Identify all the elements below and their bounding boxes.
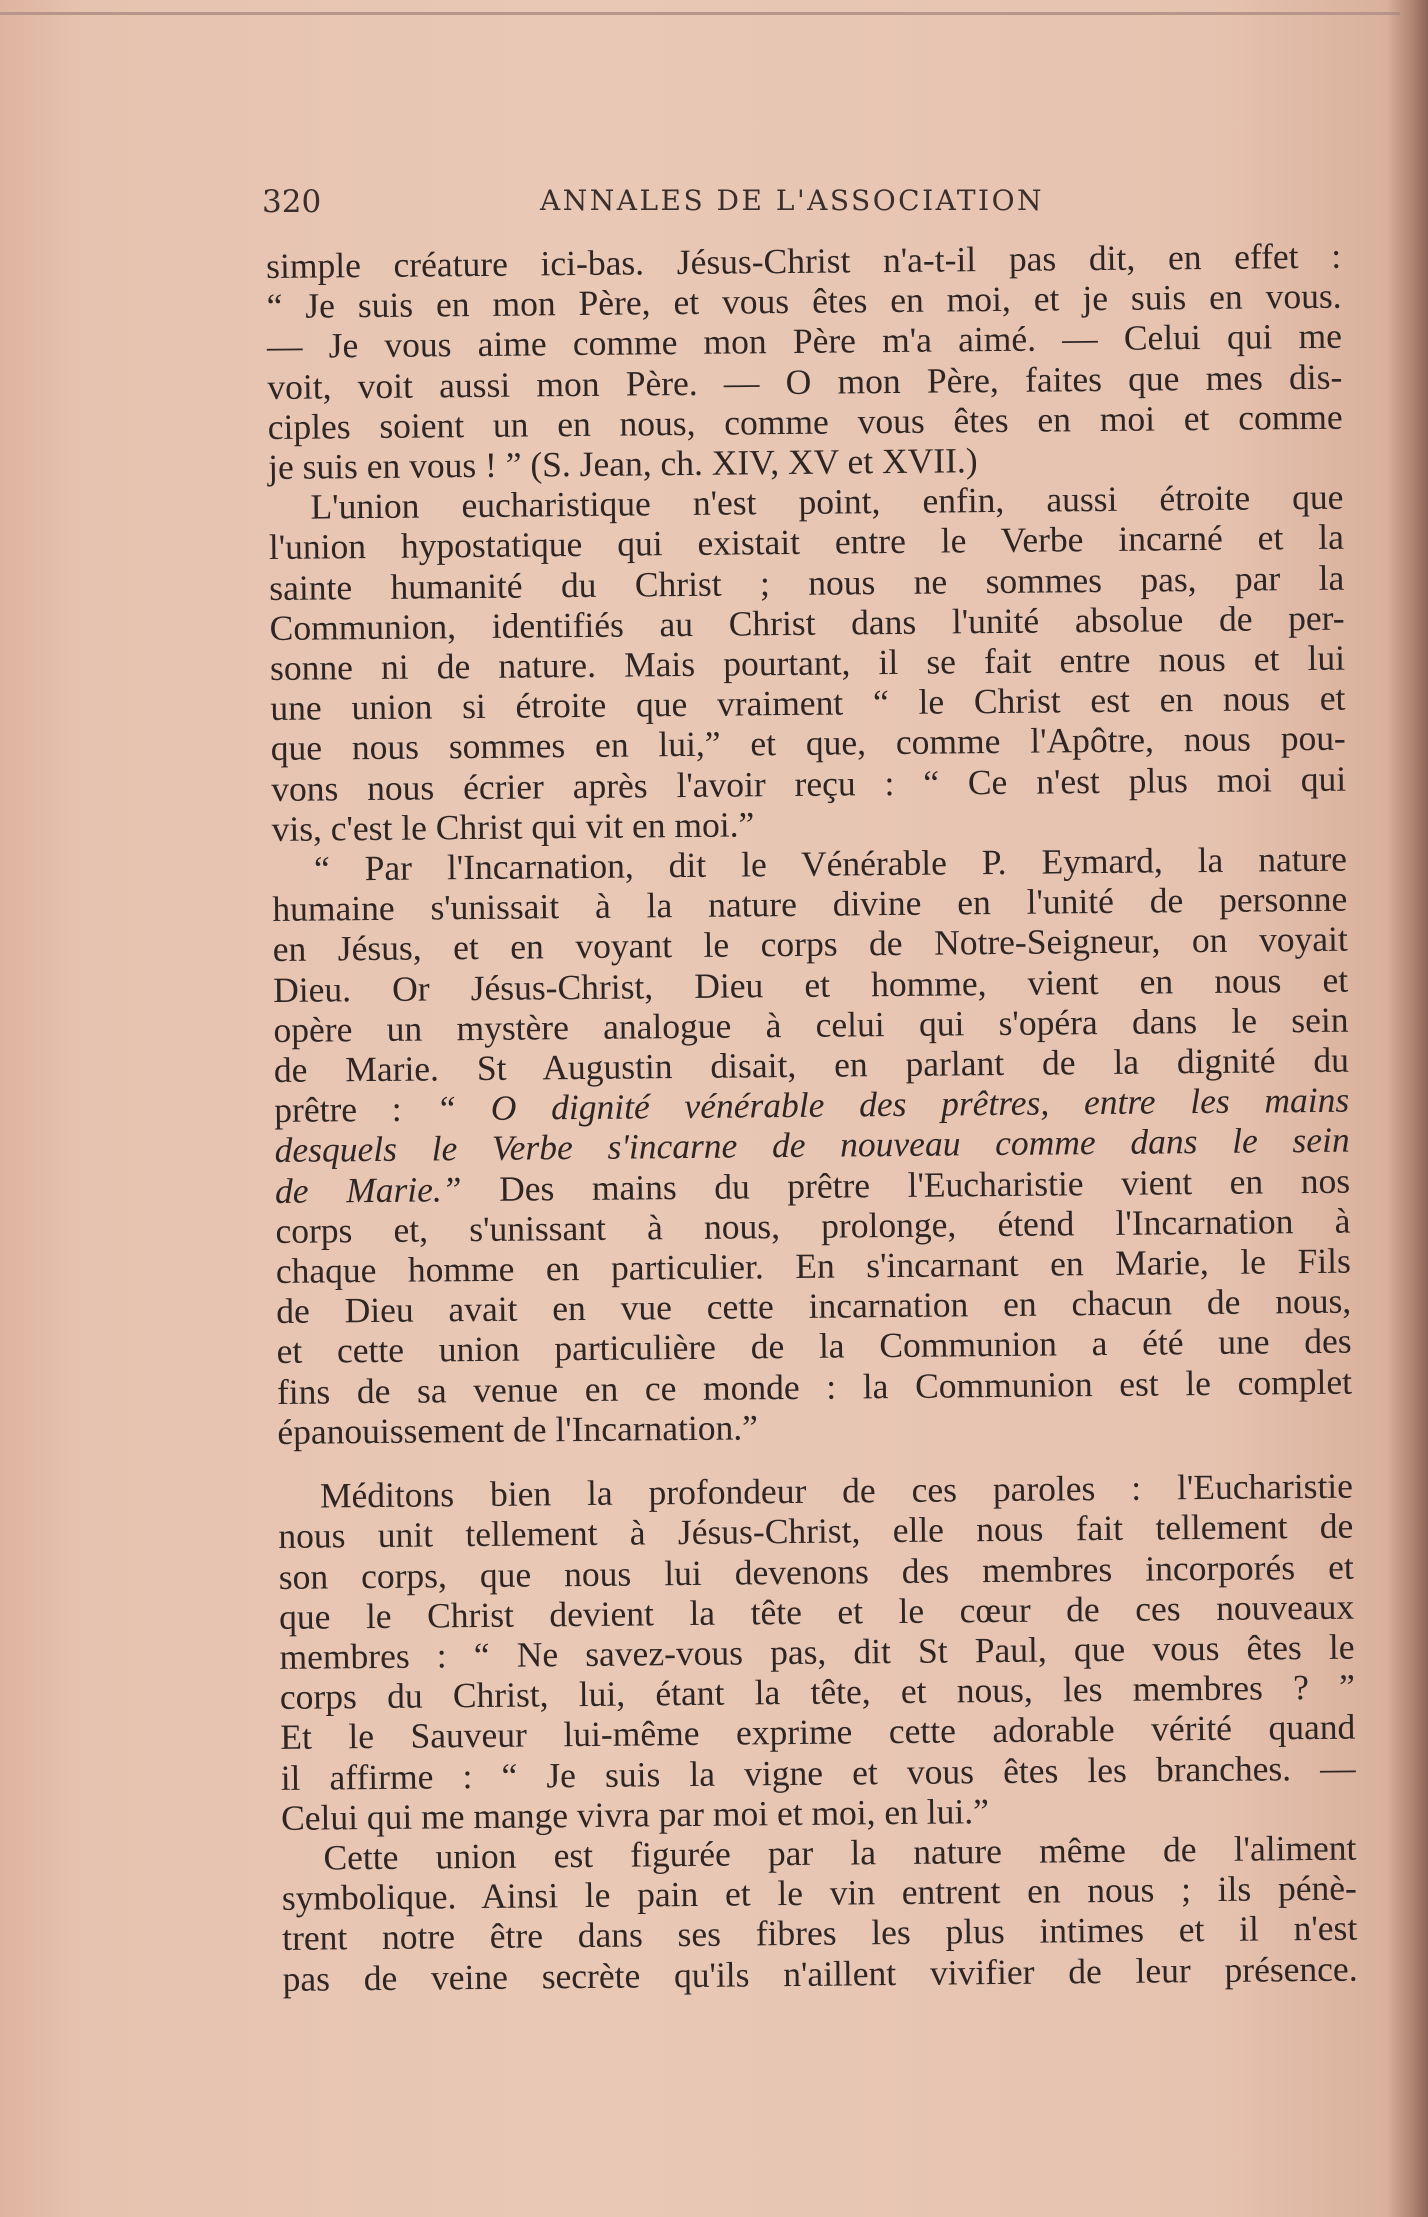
text-line: vons nous écrier après l'avoir reçu : “ Ce n'est plus moi qui xyxy=(271,758,1347,809)
text-line: ciples soient un en nous, comme vous êtes en moi et comme xyxy=(267,396,1343,447)
text-line: corps et, s'unissant à nous, prolonge, étend l'Incarnation à xyxy=(275,1200,1351,1251)
page-number: 320 xyxy=(262,184,322,220)
text-line: Méditons bien la profondeur de ces paroles : l'Eucharistie xyxy=(319,1465,1354,1516)
text-line: de Marie. St Augustin disait, en parlant de la dignité du xyxy=(273,1039,1350,1091)
text-line: Dieu. Or Jésus-Christ, Dieu et homme, vient en nous et xyxy=(272,959,1349,1010)
text-line: membres : “ Ne savez-vous pas, dit St Paul, que vous êtes le xyxy=(279,1626,1355,1677)
text-line: sainte humanité du Christ ; nous ne sommes pas, par la xyxy=(269,557,1345,608)
text-line: de Dieu avait en vue cette incarnation en chacun de nous, xyxy=(276,1280,1352,1332)
text-line: pas de veine secrète qu'ils n'aillent vivifier de leur présence. xyxy=(282,1948,1358,1999)
text-line: une union si étroite que vraiment “ le Christ est en nous et xyxy=(270,677,1346,729)
text-line: et cette union particulière de la Communion a été une des xyxy=(276,1321,1352,1372)
text-line: symbolique. Ainsi le pain et le vin entrent en nous ; ils pénè- xyxy=(281,1867,1358,1919)
text-line: son corps, que nous lui devenons des membres incorporés et xyxy=(278,1546,1354,1597)
italic-quote: de Marie.” xyxy=(274,1168,462,1211)
text-line: voit, voit aussi mon Père. — O mon Père, faites que mes dis- xyxy=(267,356,1343,407)
text-line: Et le Sauveur lui-même exprime cette adorable vérité quand xyxy=(280,1706,1356,1758)
text-line: sonne ni de nature. Mais pourtant, il se fait entre nous et lui xyxy=(269,637,1346,689)
text-line: — Je vous aime comme mon Père m'a aimé. — Celui qui me xyxy=(266,316,1343,367)
text-line: opère un mystère analogue à celui qui s'opéra dans le sein xyxy=(273,999,1349,1050)
text-segment: prêtre : xyxy=(274,1089,402,1131)
text-line: Communion, identifiés au Christ dans l'unité absolue de per- xyxy=(269,597,1345,648)
text-line: vis, c'est le Christ qui vit en moi.” xyxy=(271,804,755,849)
text-line: je suis en vous ! ” (S. Jean, ch. XIV, XV et XVII.) xyxy=(267,440,978,488)
text-line: corps du Christ, lui, étant la tête, et nous, les membres ? ” xyxy=(279,1666,1356,1718)
text-line: Celui qui me mange vivra par moi et moi, en lui.” xyxy=(280,1790,990,1838)
text-line: humaine s'unissait à la nature divine en l'unité de personne xyxy=(272,878,1348,930)
text-line: fins de sa venue en ce monde : la Communion est le complet xyxy=(276,1361,1353,1412)
text-line: que nous sommes en lui,” et que, comme l'Apôtre, nous pou- xyxy=(270,718,1346,769)
text-line: épanouissement de l'Incarnation.” xyxy=(277,1407,759,1452)
text-line: simple créature ici-bas. Jésus-Christ n'a-t-il pas dit, en effet : xyxy=(266,235,1342,286)
text-line: “ Par l'Incarnation, dit le Vénérable P. Eymard, la nature xyxy=(313,838,1348,889)
text-line: “ Je suis en mon Père, et vous êtes en moi, et je suis en vous. xyxy=(266,275,1342,327)
text-line: chaque homme en particulier. En s'incarnant en Marie, le Fils xyxy=(275,1240,1351,1292)
text-line: l'union hypostatique qui existait entre le Verbe incarné et la xyxy=(268,517,1345,568)
italic-quote-line: desquels le Verbe s'incarne de nouveau comme dans le sein xyxy=(274,1120,1350,1171)
text-line: en Jésus, et en voyant le corps de Notre-Seigneur, on voyait xyxy=(272,919,1348,970)
body-text xyxy=(266,236,1358,1999)
italic-quote: “ O dignité vénérable des prêtres, entre les mains xyxy=(436,1079,1350,1129)
page-header xyxy=(262,176,1352,226)
page-edge-shadow xyxy=(1388,0,1428,2217)
text-line: L'union eucharistique n'est point, enfin, aussi étroite que xyxy=(310,476,1344,527)
text-line: que le Christ devient la tête et le cœur de ces nouveaux xyxy=(278,1586,1355,1637)
text-line: il affirme : “ Je suis la vigne et vous êtes les branches. — xyxy=(280,1747,1356,1798)
text-line: nous unit tellement à Jésus-Christ, elle nous fait tellement de xyxy=(278,1505,1354,1557)
top-rule xyxy=(0,12,1400,15)
text-segment: Des mains du prêtre l'Eucharistie vient en nos xyxy=(498,1160,1351,1209)
text-line: trent notre être dans ses fibres les plus intimes et il n'est xyxy=(282,1907,1358,1959)
running-title: ANNALES DE L'ASSOCIATION xyxy=(540,184,1045,217)
text-line: Cette union est figurée par la nature même de l'aliment xyxy=(323,1827,1357,1878)
